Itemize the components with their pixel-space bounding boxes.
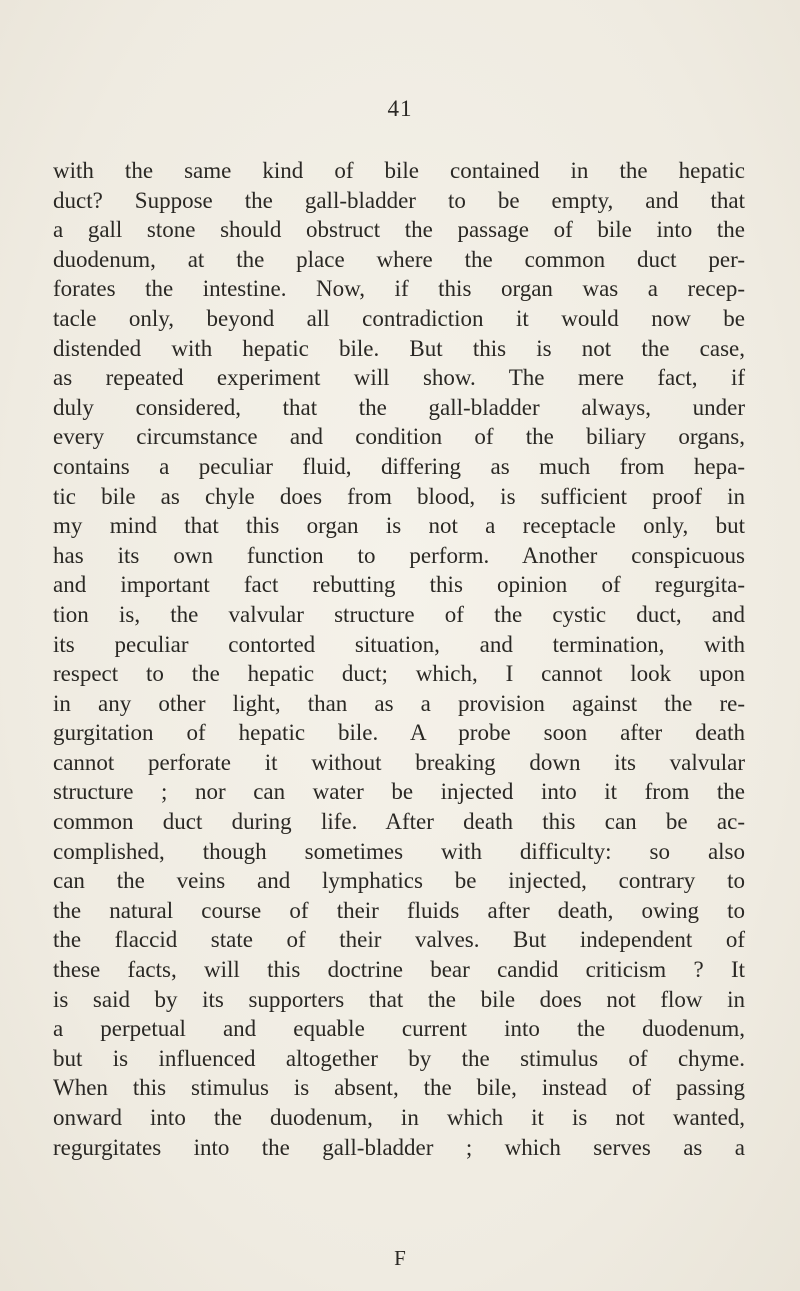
text-line: my mind that this organ is not a receptacle only, but (53, 513, 745, 539)
text-line: every circumstance and condition of the biliary organs, (53, 424, 745, 450)
text-line: and important fact rebutting this opinion of regurgita- (53, 572, 745, 598)
text-line: the natural course of their fluids after death, owing to (53, 897, 745, 923)
text-line: distended with hepatic bile. But this is not the case, (53, 335, 745, 361)
text-line: structure ; nor can water be injected into it from the (53, 779, 745, 805)
text-line: these facts, will this doctrine bear candid criticism ? It (53, 957, 745, 983)
signature-mark: F (394, 1246, 406, 1270)
text-line: contains a peculiar fluid, differing as much from hepa- (53, 453, 745, 479)
text-line: can the veins and lymphatics be injected, contrary to (53, 868, 745, 894)
text-line: but is influenced altogether by the stimulus of chyme. (53, 1045, 745, 1071)
text-line: respect to the hepatic duct; which, I cannot look upon (53, 661, 745, 687)
text-line: When this stimulus is absent, the bile, instead of passing (53, 1075, 745, 1101)
text-line: regurgitates into the gall-bladder ; which serves as a (53, 1134, 745, 1160)
text-line: common duct during life. After death this can be ac- (53, 809, 745, 835)
text-line: a gall stone should obstruct the passage of bile into the (53, 217, 745, 243)
text-line: duly considered, that the gall-bladder always, under (53, 394, 745, 420)
text-line: as repeated experiment will show. The mere fact, if (53, 365, 745, 391)
text-line: onward into the duodenum, in which it is not wanted, (53, 1105, 745, 1130)
text-line: duodenum, at the place where the common duct per- (53, 246, 745, 272)
text-line: with the same kind of bile contained in the hepatic (53, 158, 745, 183)
page-number: 41 (387, 96, 413, 121)
text-line: forates the intestine. Now, if this organ was a recep- (53, 276, 745, 302)
body-text (53, 156, 745, 1162)
text-line: complished, though sometimes with difficulty: so also (53, 838, 745, 864)
text-line: a perpetual and equable current into the duodenum, (53, 1016, 745, 1042)
text-line: is said by its supporters that the bile does not flow in (53, 986, 745, 1012)
text-line: has its own function to perform. Another conspicuous (53, 542, 745, 568)
text-line: duct? Suppose the gall-bladder to be empty, and that (53, 187, 745, 213)
text-line: tacle only, beyond all contradiction it would now be (53, 305, 745, 331)
text-line: tion is, the valvular structure of the cystic duct, and (53, 601, 745, 627)
text-line: cannot perforate it without breaking down its valvular (53, 749, 745, 775)
text-line: in any other light, than as a provision against the re- (53, 690, 745, 716)
text-line: tic bile as chyle does from blood, is sufficient proof in (53, 483, 745, 509)
text-line: its peculiar contorted situation, and termination, with (53, 631, 745, 657)
text-line: gurgitation of hepatic bile. A probe soon after death (53, 720, 745, 746)
text-line: the flaccid state of their valves. But independent of (53, 927, 745, 953)
